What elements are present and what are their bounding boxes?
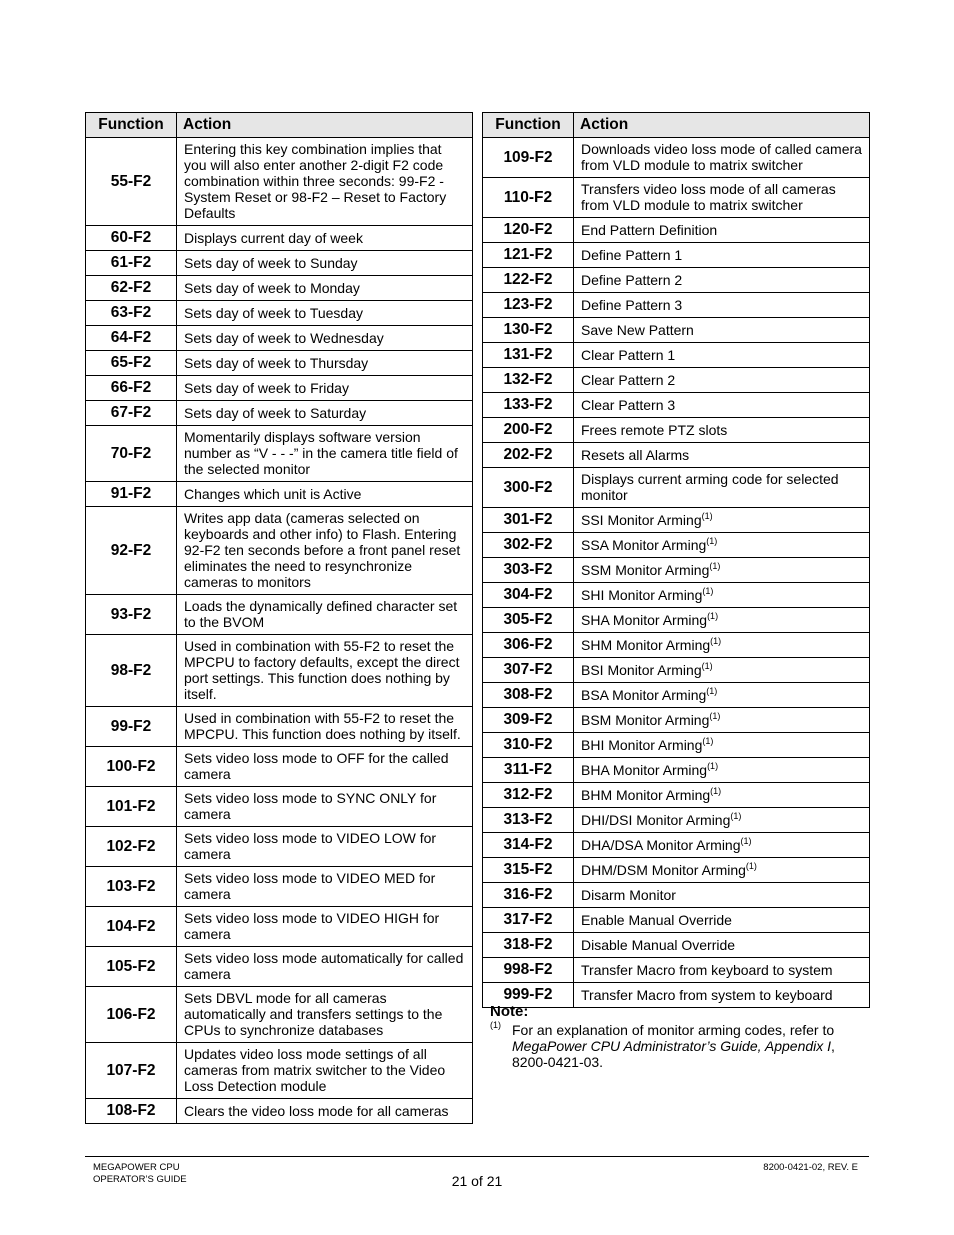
- action-text: SSM Monitor Arming: [581, 562, 710, 578]
- action-text: Displays current arming code for selected monitor: [581, 471, 839, 503]
- action-cell: [574, 933, 870, 958]
- table-row: [86, 226, 473, 251]
- footnote-ref: (1): [702, 586, 714, 596]
- action-text: Enable Manual Override: [581, 912, 732, 928]
- action-text: Clear Pattern 3: [581, 397, 676, 413]
- action-text: Sets day of week to Monday: [184, 280, 360, 296]
- action-text: Sets day of week to Sunday: [184, 255, 358, 271]
- function-code: 999-F2: [483, 983, 574, 1008]
- footnote-ref: (1): [707, 761, 719, 771]
- action-text: End Pattern Definition: [581, 222, 718, 238]
- table-row: [483, 368, 870, 393]
- action-text: Entering this key combination implies that you will also enter another 2-digit F2 code combination within three seconds: 99-F2 - System Reset or 98-F2 – Reset to Factory Defaults: [184, 141, 447, 221]
- action-cell: [574, 883, 870, 908]
- action-text: Clears the video loss mode for all cameras: [184, 1103, 449, 1119]
- function-code: 303-F2: [483, 558, 574, 583]
- table-row: [483, 958, 870, 983]
- footnote-ref: (1): [701, 661, 713, 671]
- table-row: [483, 218, 870, 243]
- table-row: [86, 507, 473, 595]
- action-cell: [574, 833, 870, 858]
- header-function: Function: [483, 113, 574, 138]
- table-row: [483, 733, 870, 758]
- function-code: 131-F2: [483, 343, 574, 368]
- action-text: BHA Monitor Arming: [581, 762, 708, 778]
- table-row: [86, 251, 473, 276]
- action-cell: [574, 783, 870, 808]
- function-code: 91-F2: [86, 482, 177, 507]
- note-title: Note:: [490, 1003, 529, 1020]
- action-cell: [177, 947, 473, 987]
- action-cell: [574, 393, 870, 418]
- table-row: [483, 243, 870, 268]
- action-cell: [574, 908, 870, 933]
- footnote-ref: (1): [701, 511, 713, 521]
- action-text: Sets video loss mode to VIDEO HIGH for camera: [184, 910, 440, 942]
- function-code: 200-F2: [483, 418, 574, 443]
- action-cell: [177, 401, 473, 426]
- function-code: 99-F2: [86, 707, 177, 747]
- footnote: [490, 1003, 870, 1070]
- footnote-ref: (1): [709, 561, 721, 571]
- function-code: 308-F2: [483, 683, 574, 708]
- function-code: 61-F2: [86, 251, 177, 276]
- action-cell: [177, 987, 473, 1043]
- action-text: Disarm Monitor: [581, 887, 676, 903]
- action-cell: [574, 138, 870, 178]
- table-row: [483, 658, 870, 683]
- function-code: 301-F2: [483, 508, 574, 533]
- function-code: 318-F2: [483, 933, 574, 958]
- footer-product: MEGAPOWER CPU: [93, 1162, 180, 1173]
- table-row: [86, 301, 473, 326]
- table-row: [86, 635, 473, 707]
- function-table-left: [85, 112, 473, 1124]
- footnote-ref: (1): [710, 636, 722, 646]
- action-text: Sets video loss mode to VIDEO LOW for camera: [184, 830, 437, 862]
- table-row: [86, 401, 473, 426]
- page-number: 21 of 21: [451, 1173, 503, 1189]
- function-code: 300-F2: [483, 468, 574, 508]
- function-code: 105-F2: [86, 947, 177, 987]
- action-text: Sets video loss mode to SYNC ONLY for camera: [184, 790, 437, 822]
- table-body-right: [483, 138, 870, 1008]
- doc-number: 8200-0421-02, REV. E: [763, 1162, 858, 1173]
- action-text: BHI Monitor Arming: [581, 737, 703, 753]
- table-row: [86, 426, 473, 482]
- action-cell: [574, 733, 870, 758]
- table-row: [86, 326, 473, 351]
- table-row: [483, 138, 870, 178]
- action-text: DHA/DSA Monitor Arming: [581, 837, 741, 853]
- function-code: 63-F2: [86, 301, 177, 326]
- action-cell: [574, 268, 870, 293]
- function-code: 121-F2: [483, 243, 574, 268]
- action-cell: [574, 368, 870, 393]
- action-cell: [574, 583, 870, 608]
- function-code: 109-F2: [483, 138, 574, 178]
- table-body-left: [86, 138, 473, 1124]
- action-text: SSA Monitor Arming: [581, 537, 707, 553]
- action-cell: [177, 426, 473, 482]
- action-cell: [574, 858, 870, 883]
- action-text: Updates video loss mode settings of all cameras from matrix switcher to the Video Loss Detection module: [184, 1046, 446, 1094]
- action-text: SHI Monitor Arming: [581, 587, 703, 603]
- function-code: 305-F2: [483, 608, 574, 633]
- action-text: Sets DBVL mode for all cameras automatically and transfers settings to the CPUs to synchronize databases: [184, 990, 443, 1038]
- table-row: [86, 747, 473, 787]
- table-row: [86, 138, 473, 226]
- action-text: Displays current day of week: [184, 230, 363, 246]
- action-text: Transfer Macro from system to keyboard: [581, 987, 833, 1003]
- action-cell: [177, 907, 473, 947]
- action-cell: [177, 138, 473, 226]
- action-text: Sets video loss mode automatically for called camera: [184, 950, 464, 982]
- footnote-ref: (1): [730, 811, 742, 821]
- note-body: [490, 1022, 870, 1070]
- function-code: 108-F2: [86, 1099, 177, 1124]
- function-code: 93-F2: [86, 595, 177, 635]
- table-row: [483, 708, 870, 733]
- table-row: [86, 376, 473, 401]
- table-row: [483, 393, 870, 418]
- action-cell: [574, 508, 870, 533]
- function-code: 310-F2: [483, 733, 574, 758]
- action-cell: [177, 326, 473, 351]
- table-row: [483, 633, 870, 658]
- function-code: 202-F2: [483, 443, 574, 468]
- action-text: BSM Monitor Arming: [581, 712, 710, 728]
- table-row: [483, 468, 870, 508]
- function-code: 307-F2: [483, 658, 574, 683]
- action-cell: [177, 787, 473, 827]
- action-text: DHM/DSM Monitor Arming: [581, 862, 746, 878]
- action-cell: [177, 301, 473, 326]
- function-code: 98-F2: [86, 635, 177, 707]
- table-row: [483, 783, 870, 808]
- function-code: 132-F2: [483, 368, 574, 393]
- action-text: Save New Pattern: [581, 322, 694, 338]
- action-text: Sets video loss mode to VIDEO MED for camera: [184, 870, 436, 902]
- function-code: 302-F2: [483, 533, 574, 558]
- function-code: 122-F2: [483, 268, 574, 293]
- table-row: [86, 987, 473, 1043]
- table-row: [483, 418, 870, 443]
- table-row: [483, 558, 870, 583]
- action-cell: [574, 608, 870, 633]
- table-row: [86, 947, 473, 987]
- function-code: 315-F2: [483, 858, 574, 883]
- table-row: [483, 343, 870, 368]
- function-code: 309-F2: [483, 708, 574, 733]
- table-row: [483, 293, 870, 318]
- action-text: Downloads video loss mode of called camera from VLD module to matrix switcher: [581, 141, 862, 173]
- action-text: Clear Pattern 1: [581, 347, 676, 363]
- function-code: 316-F2: [483, 883, 574, 908]
- function-code: 304-F2: [483, 583, 574, 608]
- function-table-right: [482, 112, 870, 1008]
- function-code: 107-F2: [86, 1043, 177, 1099]
- action-cell: [177, 867, 473, 907]
- action-cell: [574, 418, 870, 443]
- action-text: Sets video loss mode to OFF for the called camera: [184, 750, 449, 782]
- action-cell: [574, 683, 870, 708]
- table-row: [483, 758, 870, 783]
- action-text: Clear Pattern 2: [581, 372, 676, 388]
- table-row: [483, 883, 870, 908]
- action-text: Resets all Alarms: [581, 447, 690, 463]
- function-code: 104-F2: [86, 907, 177, 947]
- action-cell: [574, 808, 870, 833]
- function-code: 66-F2: [86, 376, 177, 401]
- action-text: Momentarily displays software version number as “V - - -” in the camera title field of the selected monitor: [184, 429, 458, 477]
- table-row: [483, 933, 870, 958]
- action-text: SHA Monitor Arming: [581, 612, 708, 628]
- header-action: Action: [574, 113, 870, 138]
- action-text: Define Pattern 2: [581, 272, 683, 288]
- action-text: BSI Monitor Arming: [581, 662, 702, 678]
- function-code: 55-F2: [86, 138, 177, 226]
- table-row: [86, 907, 473, 947]
- table-row: [483, 318, 870, 343]
- table-row: [483, 683, 870, 708]
- table-row: [86, 351, 473, 376]
- table-row: [483, 268, 870, 293]
- table-row: [86, 787, 473, 827]
- footnote-ref: (1): [745, 861, 757, 871]
- footnote-ref: (1): [709, 711, 721, 721]
- action-cell: [574, 758, 870, 783]
- action-cell: [177, 251, 473, 276]
- function-code: 317-F2: [483, 908, 574, 933]
- action-text: Transfers video loss mode of all cameras from VLD module to matrix switcher: [581, 181, 836, 213]
- function-code: 110-F2: [483, 178, 574, 218]
- function-code: 101-F2: [86, 787, 177, 827]
- table-row: [483, 178, 870, 218]
- action-text: Sets day of week to Friday: [184, 380, 349, 396]
- action-cell: [177, 707, 473, 747]
- action-cell: [177, 635, 473, 707]
- action-cell: [574, 178, 870, 218]
- table-row: [483, 908, 870, 933]
- action-cell: [574, 218, 870, 243]
- action-text: Writes app data (cameras selected on keyboards and other info) to Flash. Entering 92-F2 ten seconds before a front panel reset eliminates the need to resynchronize cameras to monitors: [184, 510, 461, 590]
- note-reference-title: MegaPower CPU Administrator’s Guide, Appendix I: [512, 1038, 832, 1054]
- table-header-row: [86, 113, 473, 138]
- action-cell: [574, 468, 870, 508]
- action-text: SSI Monitor Arming: [581, 512, 702, 528]
- action-text: Disable Manual Override: [581, 937, 736, 953]
- action-cell: [177, 482, 473, 507]
- function-code: 998-F2: [483, 958, 574, 983]
- action-cell: [177, 507, 473, 595]
- action-text: Sets day of week to Thursday: [184, 355, 369, 371]
- function-code: 100-F2: [86, 747, 177, 787]
- footnote-ref: (1): [702, 736, 714, 746]
- action-cell: [177, 276, 473, 301]
- action-cell: [177, 376, 473, 401]
- action-text: Sets day of week to Wednesday: [184, 330, 384, 346]
- note-marker: (1): [490, 1020, 501, 1030]
- header-action: Action: [177, 113, 473, 138]
- action-cell: [574, 443, 870, 468]
- action-text: SHM Monitor Arming: [581, 637, 711, 653]
- action-text: Transfer Macro from keyboard to system: [581, 962, 833, 978]
- table-row: [483, 443, 870, 468]
- table-row: [483, 833, 870, 858]
- action-text: Sets day of week to Saturday: [184, 405, 367, 421]
- action-cell: [177, 1099, 473, 1124]
- action-cell: [177, 827, 473, 867]
- action-cell: [177, 226, 473, 251]
- action-text: Changes which unit is Active: [184, 486, 362, 502]
- action-text: Used in combination with 55-F2 to reset the MPCPU to factory defaults, except the direct port settings. This function does nothing by itself.: [184, 638, 460, 702]
- table-row: [86, 707, 473, 747]
- action-text: Define Pattern 1: [581, 247, 683, 263]
- action-text: Define Pattern 3: [581, 297, 683, 313]
- table-row: [483, 533, 870, 558]
- action-cell: [574, 318, 870, 343]
- footnote-ref: (1): [740, 836, 752, 846]
- table-row: [483, 808, 870, 833]
- footnote-ref: (1): [710, 786, 722, 796]
- action-cell: [574, 558, 870, 583]
- table-row: [86, 1099, 473, 1124]
- footnote-ref: (1): [706, 536, 718, 546]
- footnote-ref: (1): [706, 686, 718, 696]
- note-text-before: For an explanation of monitor arming codes, refer to: [512, 1022, 835, 1038]
- table-row: [86, 276, 473, 301]
- table-header-row: [483, 113, 870, 138]
- action-text: BHM Monitor Arming: [581, 787, 711, 803]
- table-row: [86, 482, 473, 507]
- action-cell: [574, 658, 870, 683]
- function-code: 311-F2: [483, 758, 574, 783]
- function-code: 70-F2: [86, 426, 177, 482]
- table-row: [86, 827, 473, 867]
- function-code: 65-F2: [86, 351, 177, 376]
- function-code: 312-F2: [483, 783, 574, 808]
- function-code: 120-F2: [483, 218, 574, 243]
- action-text: Sets day of week to Tuesday: [184, 305, 363, 321]
- action-text: Used in combination with 55-F2 to reset the MPCPU. This function does nothing by itself.: [184, 710, 461, 742]
- action-cell: [574, 633, 870, 658]
- action-cell: [574, 243, 870, 268]
- action-cell: [574, 958, 870, 983]
- action-cell: [177, 595, 473, 635]
- function-code: 133-F2: [483, 393, 574, 418]
- table-row: [86, 867, 473, 907]
- table-row: [483, 583, 870, 608]
- function-code: 123-F2: [483, 293, 574, 318]
- function-code: 306-F2: [483, 633, 574, 658]
- table-row: [483, 508, 870, 533]
- function-code: 103-F2: [86, 867, 177, 907]
- action-cell: [574, 293, 870, 318]
- action-text: Frees remote PTZ slots: [581, 422, 728, 438]
- table-row: [483, 858, 870, 883]
- action-cell: [177, 351, 473, 376]
- action-text: Loads the dynamically defined character set to the BVOM: [184, 598, 458, 630]
- table-row: [483, 608, 870, 633]
- action-cell: [177, 1043, 473, 1099]
- function-code: 92-F2: [86, 507, 177, 595]
- function-code: 313-F2: [483, 808, 574, 833]
- function-code: 67-F2: [86, 401, 177, 426]
- function-code: 106-F2: [86, 987, 177, 1043]
- function-code: 64-F2: [86, 326, 177, 351]
- function-code: 314-F2: [483, 833, 574, 858]
- action-cell: [574, 343, 870, 368]
- action-text: BSA Monitor Arming: [581, 687, 707, 703]
- footnote-ref: (1): [707, 611, 719, 621]
- action-cell: [574, 708, 870, 733]
- footer-divider: [85, 1156, 869, 1157]
- function-code: 62-F2: [86, 276, 177, 301]
- note-text-after: , 8200-0421-03.: [512, 1038, 835, 1070]
- table-row: [86, 1043, 473, 1099]
- action-text: DHI/DSI Monitor Arming: [581, 812, 731, 828]
- footer-guide: OPERATOR’S GUIDE: [93, 1174, 187, 1185]
- function-code: 60-F2: [86, 226, 177, 251]
- action-cell: [177, 747, 473, 787]
- function-code: 102-F2: [86, 827, 177, 867]
- table-row: [86, 595, 473, 635]
- action-cell: [574, 533, 870, 558]
- function-code: 130-F2: [483, 318, 574, 343]
- header-function: Function: [86, 113, 177, 138]
